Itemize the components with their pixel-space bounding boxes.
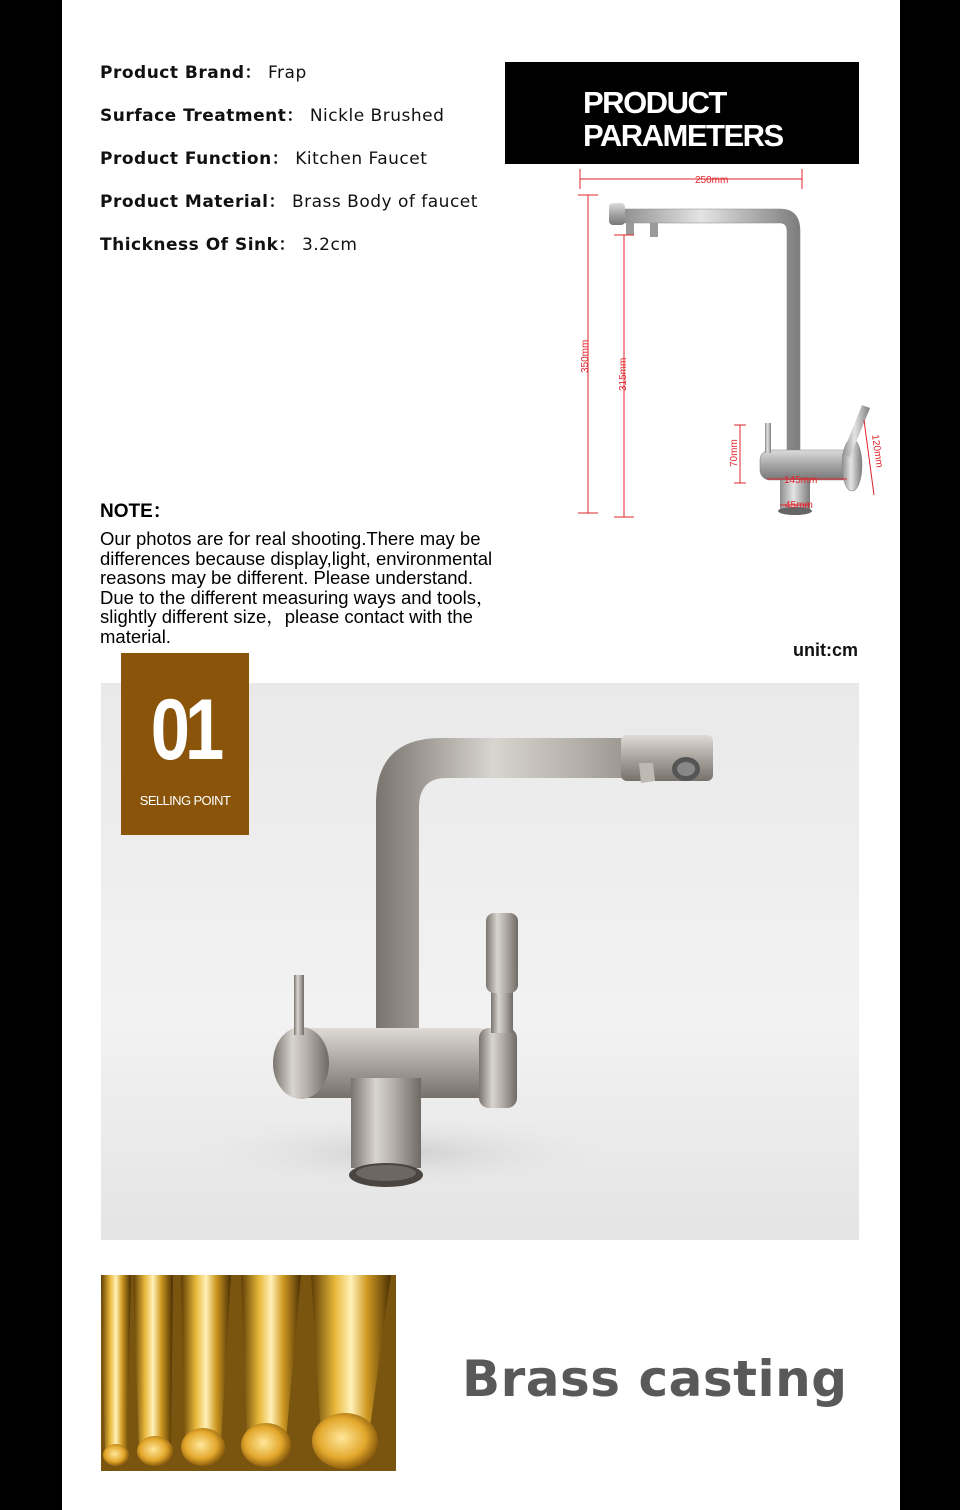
dim-width: 250mm [695, 175, 729, 186]
note-body: Our photos are for real shooting.There may be differences because display,light, environmental reasons may be different. Please understand. Due to the different measuring ways and tools， slightly different size，please contact with the material. [100, 528, 495, 647]
banner-title: PRODUCT PARAMETERS [583, 85, 783, 153]
param-surface: Surface Treatment： Nickle Brushed [100, 106, 445, 126]
faucet-dimension-diagram [502, 165, 885, 530]
brass-casting-title: Brass casting [462, 1350, 848, 1408]
dim-handle: 120mm [869, 433, 885, 469]
dim-height-total: 350mm [580, 339, 591, 373]
dim-base-width: 45mm [785, 500, 813, 511]
brass-rods-photo [101, 1275, 396, 1471]
dim-base-height: 70mm [729, 439, 740, 467]
param-function: Product Function： Kitchen Faucet [100, 149, 428, 169]
param-material: Product Material： Brass Body of faucet [100, 192, 478, 212]
unit-label: unit:cm [793, 640, 858, 660]
brass-rods-image [101, 1275, 396, 1471]
selling-point-number: 01 [150, 682, 220, 778]
parameter-list [100, 58, 478, 273]
product-parameters-banner [505, 62, 859, 164]
dim-body-width: 145mm [784, 475, 818, 486]
selling-point-label: SELLING POINT [139, 793, 231, 808]
dim-height-spout: 315mm [618, 357, 629, 391]
param-brand: Product Brand： Frap [100, 63, 307, 83]
selling-point-badge [121, 653, 249, 835]
note-title: NOTE： [100, 501, 172, 522]
product-page [62, 0, 900, 1510]
param-thickness: Thickness Of Sink： 3.2cm [100, 235, 358, 255]
note-section [100, 496, 580, 647]
